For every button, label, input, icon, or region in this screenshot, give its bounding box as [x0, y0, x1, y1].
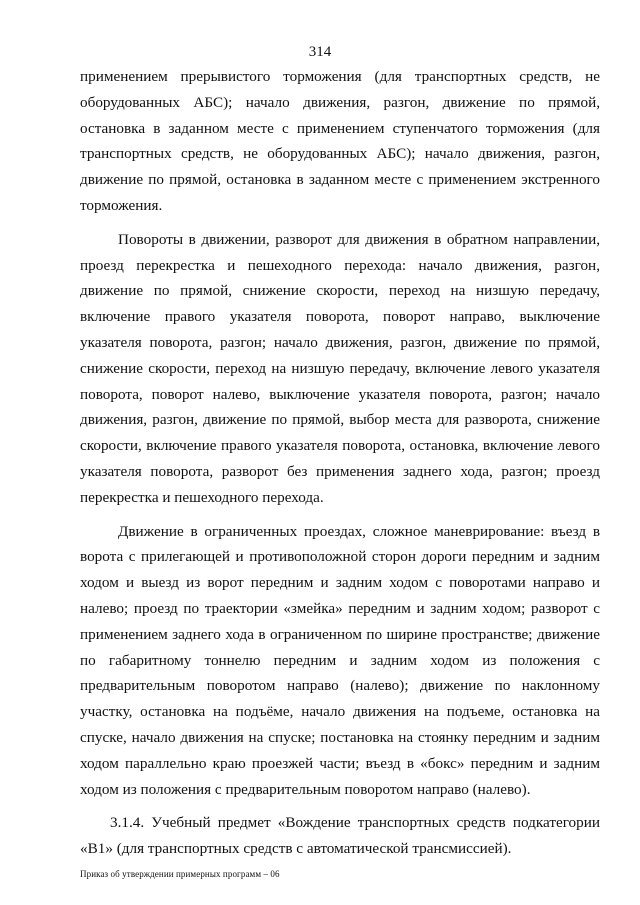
paragraph-maneuvering: Движение в ограниченных проездах, сложное маневрирование: въезд в ворота с прилегающей и противоположной сторон дороги передним и задним ходом и выезд из ворот передним и задним ходом с поворотами направо и налево; проезд по траектории «змейка» передним и задним ходом; разворот с применением заднего хода в ограниченном по ширине пространстве; движение по габаритному тоннелю передним и задним ходом из положения с предварительным поворотом направо (налево); движение по наклонному участку, остановка на подъёме, начало движения на подъеме, остановка на спуске, начало движения на спуске; постановка на стоянку передним и задним ходом параллельно краю проезжей части; въезд в «бокс» передним и задним ходом из положения с предварительным поворотом направо (налево).	[80, 522, 600, 798]
page-number: 314	[308, 44, 332, 60]
footer-note: Приказ об утверждении примерных программ – 06	[80, 869, 280, 879]
paragraph-braking: применением прерывистого торможения (для транспортных средств, не оборудованных АБС); начало движения, разгон, движение по прямой, остановка в заданном месте с применением ступенчатого торможения (для транспортных средств, не оборудованных АБС); начало движения, разгон, движение по прямой, остановка в заданном месте с применением экстренного торможения.	[80, 68, 600, 214]
paragraph-turns: Повороты в движении, разворот для движения в обратном направлении, проезд перекрестка и пешеходного перехода: начало движения, разгон, движение по прямой, снижение скорости, переход на низшую передачу, включение правого указателя поворота, поворот направо, выключение указателя поворота, разгон; начало движения, разгон, движение по прямой, снижение скорости, переход на низшую передачу, включение левого указателя поворота, поворот налево, выключение указателя поворота, разгон; начало движения, разгон, движение по прямой, выбор места для разворота, снижение скорости, включение правого указателя поворота, остановка, включение левого указателя поворота, разворот без применения заднего хода, разгон; проезд перекрестка и пешеходного перехода.	[80, 230, 600, 506]
document-body	[80, 64, 600, 862]
section-heading-3-1-4: 3.1.4. Учебный предмет «Вождение транспортных средств подкатегории «В1» (для транспортных средств с автоматической трансмиссией).	[80, 814, 600, 858]
